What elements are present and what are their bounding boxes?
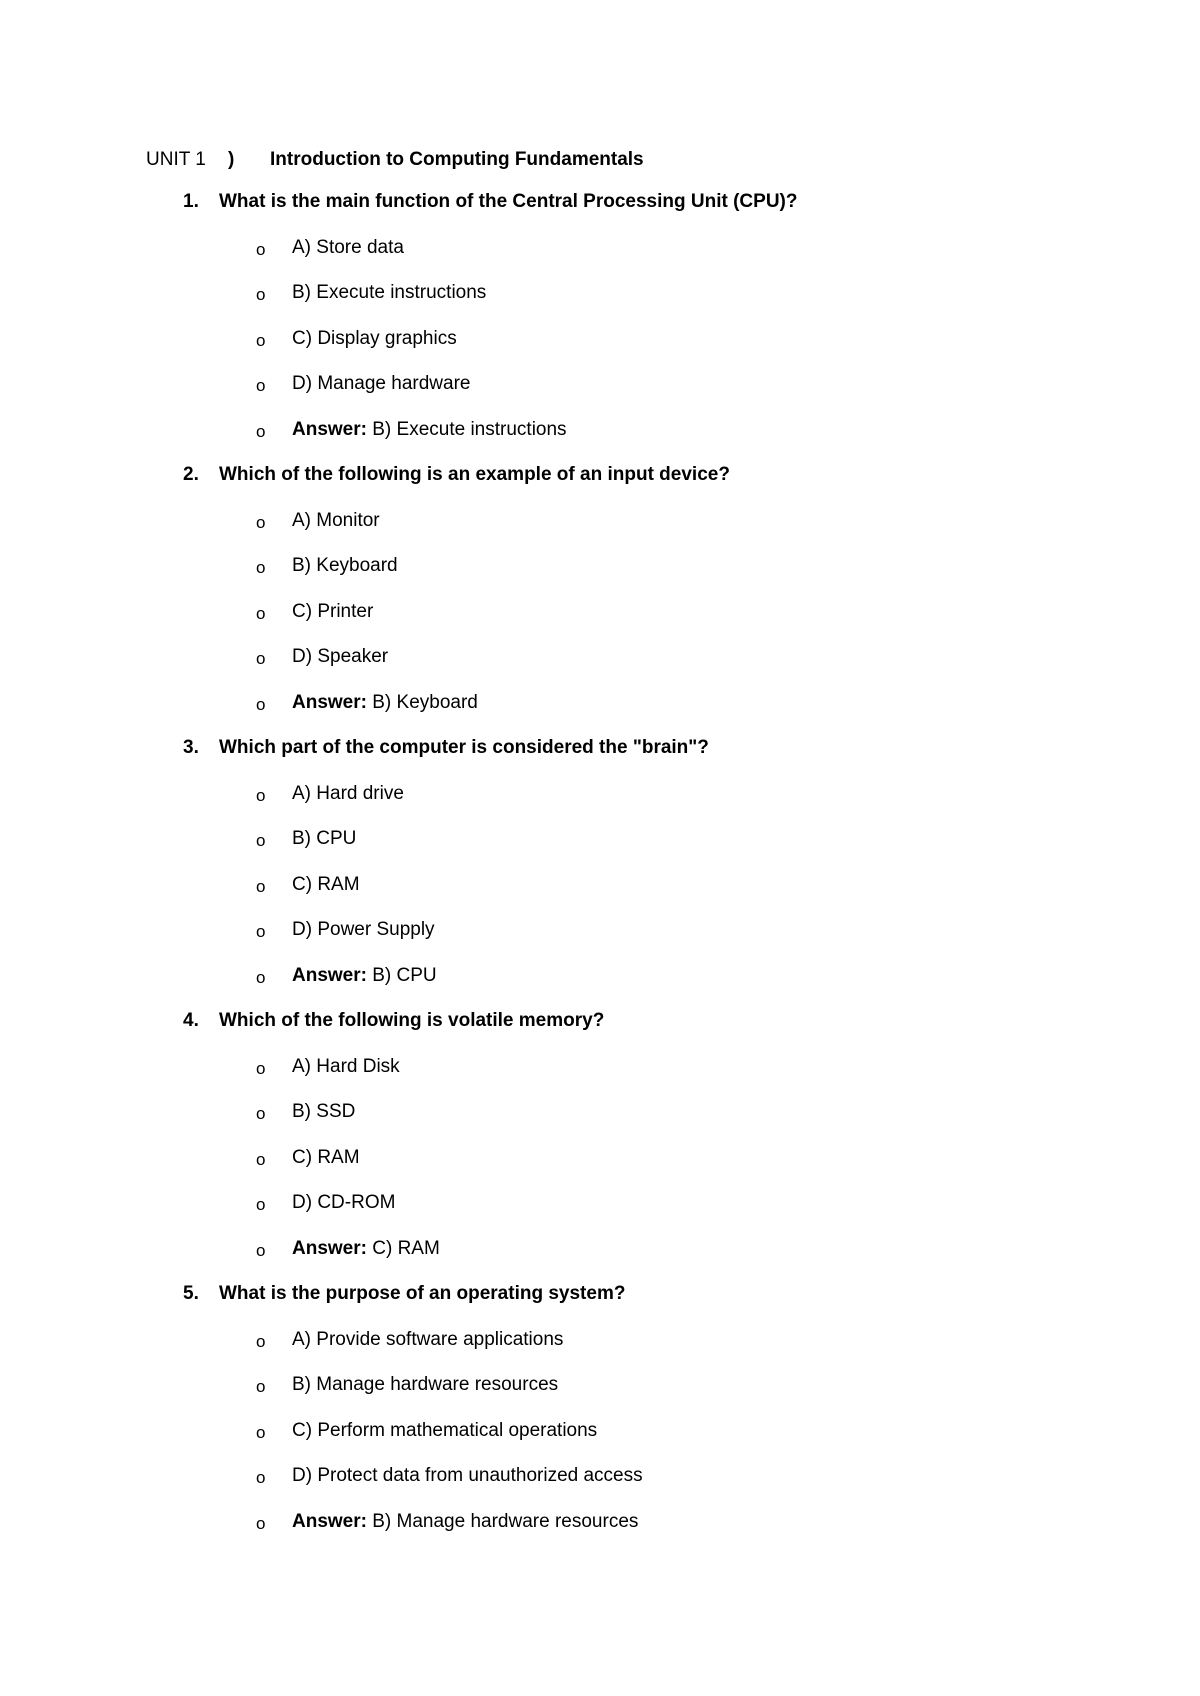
bullet-icon: o <box>256 1058 266 1078</box>
answer-line <box>292 1510 638 1534</box>
answer-option: D) Speaker <box>292 646 389 667</box>
answer-option: A) Monitor <box>292 509 380 531</box>
answer-label: Answer: <box>292 1510 367 1532</box>
unit-title: Introduction to Computing Fundamentals <box>270 149 644 170</box>
answer-option: B) Manage hardware resources <box>292 1374 559 1395</box>
bullet-icon: o <box>256 239 266 259</box>
bullet-icon: o <box>256 285 266 304</box>
question-text: What is the purpose of an operating system? <box>219 1283 626 1304</box>
answer-line <box>292 418 567 442</box>
bullet-icon: o <box>256 376 266 395</box>
answer-option: B) Execute instructions <box>292 282 487 303</box>
unit-label: UNIT 1 <box>146 149 206 170</box>
question-text: What is the main function of the Central Processing Unit (CPU)? <box>219 191 798 212</box>
answer-line <box>292 691 478 715</box>
answer-label: Answer: <box>292 1237 367 1259</box>
bullet-icon: o <box>256 1104 266 1123</box>
answer-option: C) RAM <box>292 1146 360 1168</box>
bullet-icon: o <box>256 967 266 987</box>
bullet-icon: o <box>256 558 266 577</box>
answer-line <box>292 964 437 988</box>
bullet-icon: o <box>256 603 266 623</box>
question-number: 4. <box>183 1010 199 1031</box>
bullet-icon: o <box>256 785 266 805</box>
answer-option: C) Perform mathematical operations <box>292 1419 598 1441</box>
question-text: Which part of the computer is considered the "brain"? <box>219 737 709 758</box>
answer-option: D) Manage hardware <box>292 373 471 394</box>
question-number: 2. <box>183 464 199 485</box>
answer-option: B) CPU <box>292 828 357 849</box>
answer-option: C) Printer <box>292 600 374 622</box>
bullet-icon: o <box>256 1195 266 1214</box>
answer-value: B) Manage hardware resources <box>372 1510 639 1532</box>
bullet-icon: o <box>256 512 266 532</box>
question-number: 5. <box>183 1283 199 1304</box>
answer-option: C) RAM <box>292 873 360 895</box>
answer-value: C) RAM <box>372 1237 440 1259</box>
bullet-icon: o <box>256 694 266 714</box>
question-text: Which of the following is an example of an input device? <box>219 464 730 485</box>
answer-option: B) Keyboard <box>292 555 398 576</box>
answer-value: B) CPU <box>372 964 437 986</box>
answer-label: Answer: <box>292 691 367 713</box>
question-number: 1. <box>183 191 199 212</box>
bullet-icon: o <box>256 649 266 668</box>
answer-option: D) Power Supply <box>292 919 435 940</box>
bullet-icon: o <box>256 1240 266 1260</box>
bullet-icon: o <box>256 330 266 350</box>
bullet-icon: o <box>256 922 266 941</box>
bullet-icon: o <box>256 421 266 441</box>
answer-option: B) SSD <box>292 1101 356 1122</box>
bullet-icon: o <box>256 1377 266 1396</box>
bullet-icon: o <box>256 1149 266 1169</box>
answer-option: D) CD-ROM <box>292 1192 396 1213</box>
answer-value: B) Execute instructions <box>372 418 567 440</box>
answer-value: B) Keyboard <box>372 691 478 713</box>
bullet-icon: o <box>256 831 266 850</box>
answer-label: Answer: <box>292 964 367 986</box>
bullet-icon: o <box>256 1422 266 1442</box>
answer-line <box>292 1237 440 1261</box>
bullet-icon: o <box>256 1513 266 1533</box>
bullet-icon: o <box>256 876 266 896</box>
bullet-icon: o <box>256 1468 266 1487</box>
question-number: 3. <box>183 737 199 758</box>
answer-label: Answer: <box>292 418 367 440</box>
answer-option: A) Store data <box>292 236 404 258</box>
question-text: Which of the following is volatile memory? <box>219 1010 605 1031</box>
answer-option: D) Protect data from unauthorized access <box>292 1465 643 1486</box>
answer-option: A) Hard drive <box>292 782 404 804</box>
unit-paren: ) <box>228 149 235 170</box>
bullet-icon: o <box>256 1331 266 1351</box>
answer-option: C) Display graphics <box>292 327 457 349</box>
answer-option: A) Provide software applications <box>292 1328 564 1350</box>
answer-option: A) Hard Disk <box>292 1055 400 1077</box>
